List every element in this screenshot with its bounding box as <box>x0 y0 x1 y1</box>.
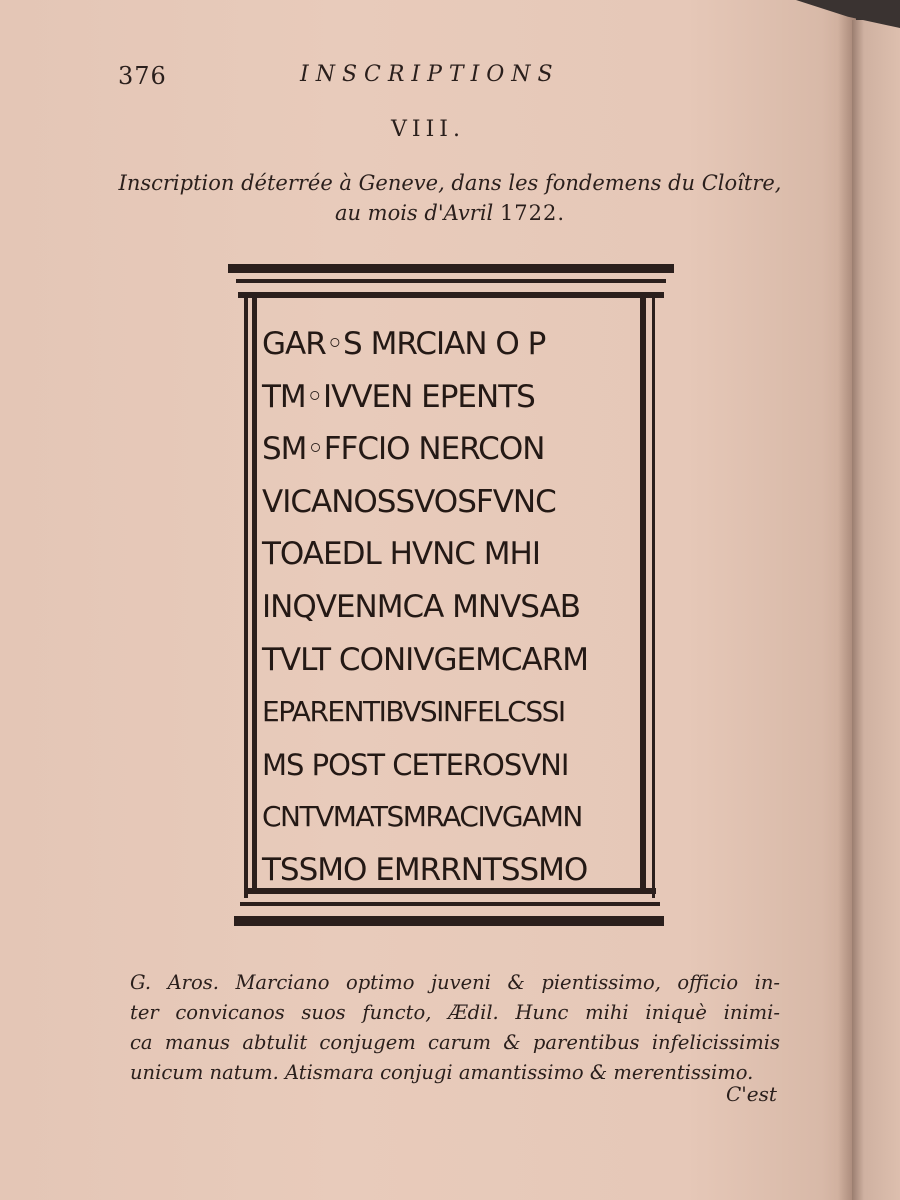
monument-cornice-base <box>238 292 664 298</box>
monument-left-edge-outer <box>244 298 248 898</box>
running-title: INSCRIPTIONS <box>300 62 560 87</box>
inscription-line: GAR◦S MRCIAN O P <box>262 326 546 362</box>
monument-base-bottom <box>234 916 664 926</box>
page-number: 376 <box>118 62 167 90</box>
inscription-line: TOAEDL HVNC MHI <box>262 536 540 573</box>
transcription-line: G. Aros. Marciano optimo juveni & pientissimo, officio in- <box>130 971 780 994</box>
inscription-line: TM◦IVVEN EPENTS <box>262 378 535 415</box>
inscription-text <box>262 318 642 897</box>
inscription-line: MS POST CETEROSVNI <box>262 747 569 782</box>
catchword: C'est <box>726 1082 777 1106</box>
monument-left-edge <box>252 298 257 892</box>
section-number: VIII. <box>391 117 465 142</box>
inscription-line: SM◦FFCIO NERCON <box>262 431 545 468</box>
inscription-line: CNTVMATSMRACIVGAMN <box>262 800 582 834</box>
caption-line-1: Inscription déterrée à Geneve, dans les fondemens du Cloître, <box>118 171 782 195</box>
transcription-line: ter convicanos suos functo, Ædil. Hunc mihi iniquè inimi- <box>130 1001 780 1024</box>
inscription-line: VICANOSSVOSFVNC <box>262 483 556 520</box>
transcription-line: unicum natum. Atismara conjugi amantissimo & merentissimo. <box>130 1061 754 1084</box>
monument-base-mid <box>240 902 660 906</box>
inscription-line: EPARENTIBVSINFELCSSI <box>262 695 565 729</box>
monument-cornice <box>228 264 674 273</box>
latin-transcription <box>130 968 780 1088</box>
caption-year: 1722. <box>499 201 566 225</box>
inscription-line: INQVENMCA MNVSAB <box>262 588 581 625</box>
inscription-line: TSSMO EMRRNTSSMO <box>262 851 588 888</box>
transcription-line: ca manus abtulit conjugem carum & parentibus infelicissimis <box>130 1031 780 1054</box>
monument-cornice-lower <box>236 279 666 283</box>
facing-page-edge <box>852 20 900 1200</box>
inscription-line: TVLT CONIVGEMCARM <box>262 641 589 678</box>
monument-right-edge-outer <box>652 298 655 898</box>
caption-line-2: au mois d'Avril <box>334 201 500 225</box>
